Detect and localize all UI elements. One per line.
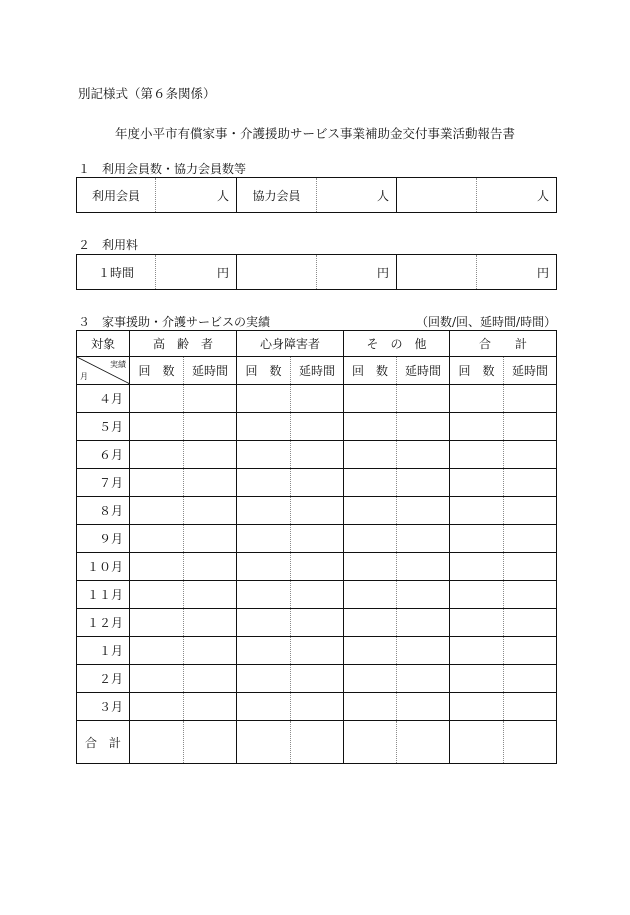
user-member-count-field[interactable]: 人 — [156, 178, 237, 213]
section2-heading: ２ 利用料 — [78, 238, 139, 252]
diag-top-label: 実績 — [110, 360, 126, 369]
subheader-elderly-hours: 延時間 — [184, 357, 237, 385]
table-row — [77, 469, 557, 497]
fee-field-2[interactable]: 円 — [317, 255, 397, 290]
entry-cell-other-count[interactable] — [344, 581, 397, 609]
hourly-fee-label: １時間 — [97, 265, 134, 280]
entry-cell-total-hours[interactable] — [504, 413, 557, 441]
entry-cell-total-hours[interactable] — [504, 553, 557, 581]
entry-cell-disabled-hours[interactable] — [291, 385, 344, 413]
month-label: １０月 — [77, 553, 130, 581]
subheader-other-hours: 延時間 — [397, 357, 450, 385]
month-label: ２月 — [77, 665, 130, 693]
diagonal-corner-cell — [77, 357, 130, 385]
entry-cell-other-count[interactable] — [344, 497, 397, 525]
entry-cell-elderly-hours[interactable] — [184, 637, 237, 665]
table-row — [77, 637, 557, 665]
entry-cell-total-count[interactable] — [450, 525, 504, 553]
entry-cell-disabled-count[interactable] — [237, 637, 291, 665]
entry-cell-total-hours[interactable] — [504, 497, 557, 525]
entry-cell-elderly-hours[interactable] — [184, 497, 237, 525]
table-row — [77, 413, 557, 441]
total-cell-other-hours[interactable] — [397, 721, 450, 764]
entry-cell-total-count[interactable] — [450, 553, 504, 581]
user-member-label: 利用会員 — [91, 188, 140, 203]
entry-cell-disabled-count[interactable] — [237, 497, 291, 525]
table-row — [77, 665, 557, 693]
entry-cell-elderly-hours[interactable] — [184, 385, 237, 413]
table-row — [77, 553, 557, 581]
entry-cell-other-hours[interactable] — [397, 413, 450, 441]
entry-cell-disabled-hours[interactable] — [291, 441, 344, 469]
entry-cell-disabled-count[interactable] — [237, 581, 291, 609]
entry-cell-other-hours[interactable] — [397, 441, 450, 469]
member-count-table — [76, 177, 557, 213]
entry-cell-other-hours[interactable] — [397, 581, 450, 609]
table-row — [77, 525, 557, 553]
entry-cell-disabled-count[interactable] — [237, 665, 291, 693]
entry-cell-elderly-count[interactable] — [130, 413, 184, 441]
entry-cell-total-hours[interactable] — [504, 469, 557, 497]
month-label: １１月 — [77, 581, 130, 609]
month-label: ６月 — [77, 441, 130, 469]
entry-cell-elderly-count[interactable] — [130, 553, 184, 581]
entry-cell-other-count[interactable] — [344, 441, 397, 469]
entry-cell-other-hours[interactable] — [397, 637, 450, 665]
entry-cell-total-hours[interactable] — [504, 581, 557, 609]
service-record-table — [76, 330, 557, 764]
entry-cell-disabled-count[interactable] — [237, 609, 291, 637]
entry-cell-elderly-count[interactable] — [130, 665, 184, 693]
form-reference: 別記様式（第６条関係） — [78, 86, 216, 101]
entry-cell-elderly-count[interactable] — [130, 497, 184, 525]
entry-cell-total-hours[interactable] — [504, 525, 557, 553]
entry-cell-elderly-count[interactable] — [130, 693, 184, 721]
fee-field-3[interactable]: 円 — [477, 255, 557, 290]
entry-cell-other-count[interactable] — [344, 665, 397, 693]
table-row — [77, 609, 557, 637]
entry-cell-disabled-hours[interactable] — [291, 637, 344, 665]
entry-cell-elderly-hours[interactable] — [184, 525, 237, 553]
total-cell-total-count[interactable] — [450, 721, 504, 764]
fee-label-field-2[interactable] — [237, 255, 317, 290]
entry-cell-total-hours[interactable] — [504, 441, 557, 469]
unit-note: （回数/回、延時間/時間） — [416, 315, 557, 329]
header-row-groups — [77, 331, 557, 357]
month-label: ９月 — [77, 525, 130, 553]
group-header-disabled: 心身障害者 — [237, 331, 344, 357]
entry-cell-other-count[interactable] — [344, 385, 397, 413]
subheader-total-hours: 延時間 — [504, 357, 557, 385]
entry-cell-elderly-count[interactable] — [130, 525, 184, 553]
cooperating-member-label: 協力会員 — [237, 178, 317, 213]
entry-cell-disabled-hours[interactable] — [291, 609, 344, 637]
entry-cell-elderly-hours[interactable] — [184, 441, 237, 469]
entry-cell-total-count[interactable] — [450, 469, 504, 497]
hourly-fee-field[interactable]: 円 — [156, 255, 237, 290]
other-member-label-field[interactable] — [397, 178, 477, 213]
subheader-disabled-count: 回 数 — [237, 357, 291, 385]
month-label: ７月 — [77, 469, 130, 497]
entry-cell-disabled-hours[interactable] — [291, 693, 344, 721]
table-row — [77, 441, 557, 469]
entry-cell-disabled-count[interactable] — [237, 693, 291, 721]
entry-cell-other-count[interactable] — [344, 469, 397, 497]
entry-cell-total-count[interactable] — [450, 665, 504, 693]
section1-heading: １ 利用会員数・協力会員数等 — [78, 162, 247, 176]
entry-cell-other-count[interactable] — [344, 413, 397, 441]
table-row — [77, 693, 557, 721]
entry-cell-elderly-count[interactable] — [130, 469, 184, 497]
entry-cell-elderly-hours[interactable] — [184, 469, 237, 497]
member-count-row — [77, 178, 557, 213]
entry-cell-disabled-count[interactable] — [237, 553, 291, 581]
month-label: ８月 — [77, 497, 130, 525]
subheader-total-count: 回 数 — [450, 357, 504, 385]
table-row — [77, 497, 557, 525]
other-member-count-field[interactable]: 人 — [477, 178, 557, 213]
entry-cell-other-count[interactable] — [344, 637, 397, 665]
total-cell-elderly-hours[interactable] — [184, 721, 237, 764]
entry-cell-other-hours[interactable] — [397, 693, 450, 721]
entry-cell-disabled-hours[interactable] — [291, 581, 344, 609]
entry-cell-disabled-hours[interactable] — [291, 553, 344, 581]
month-label: ３月 — [77, 693, 130, 721]
subheader-other-count: 回 数 — [344, 357, 397, 385]
document-title: 年度小平市有償家事・介護援助サービス事業補助金交付事業活動報告書 — [114, 126, 515, 141]
total-cell-total-hours[interactable] — [504, 721, 557, 764]
entry-cell-elderly-hours[interactable] — [184, 581, 237, 609]
total-cell-disabled-hours[interactable] — [291, 721, 344, 764]
month-label: ５月 — [77, 413, 130, 441]
month-label: ４月 — [77, 385, 130, 413]
month-label: １２月 — [77, 609, 130, 637]
table-row — [77, 385, 557, 413]
entry-cell-disabled-count[interactable] — [237, 469, 291, 497]
entry-cell-elderly-hours[interactable] — [184, 609, 237, 637]
entry-cell-elderly-hours[interactable] — [184, 413, 237, 441]
entry-cell-other-hours[interactable] — [397, 385, 450, 413]
entry-cell-other-count[interactable] — [344, 525, 397, 553]
entry-cell-disabled-hours[interactable] — [291, 665, 344, 693]
entry-cell-disabled-count[interactable] — [237, 385, 291, 413]
entry-cell-elderly-hours[interactable] — [184, 553, 237, 581]
entry-cell-total-count[interactable] — [450, 413, 504, 441]
subheader-disabled-hours: 延時間 — [291, 357, 344, 385]
cooperating-member-count-field[interactable]: 人 — [317, 178, 397, 213]
entry-cell-total-hours[interactable] — [504, 609, 557, 637]
subheader-elderly-count: 回 数 — [130, 357, 184, 385]
entry-cell-elderly-count[interactable] — [130, 609, 184, 637]
group-header-elderly: 高 齢 者 — [130, 331, 237, 357]
total-label: 合 計 — [77, 721, 130, 764]
entry-cell-other-count[interactable] — [344, 553, 397, 581]
entry-cell-total-count[interactable] — [450, 609, 504, 637]
entry-cell-total-count[interactable] — [450, 441, 504, 469]
total-cell-elderly-count[interactable] — [130, 721, 184, 764]
usage-fee-table — [76, 254, 557, 290]
target-header: 対象 — [90, 337, 115, 351]
entry-cell-elderly-count[interactable] — [130, 637, 184, 665]
entry-cell-elderly-count[interactable] — [130, 441, 184, 469]
header-row-subheaders — [77, 357, 557, 385]
entry-cell-total-hours[interactable] — [504, 665, 557, 693]
entry-cell-elderly-count[interactable] — [130, 581, 184, 609]
total-cell-other-count[interactable] — [344, 721, 397, 764]
entry-cell-total-count[interactable] — [450, 497, 504, 525]
entry-cell-disabled-count[interactable] — [237, 413, 291, 441]
entry-cell-disabled-hours[interactable] — [291, 497, 344, 525]
entry-cell-disabled-hours[interactable] — [291, 413, 344, 441]
entry-cell-total-count[interactable] — [450, 581, 504, 609]
total-cell-disabled-count[interactable] — [237, 721, 291, 764]
entry-cell-disabled-hours[interactable] — [291, 469, 344, 497]
entry-cell-other-hours[interactable] — [397, 525, 450, 553]
usage-fee-row — [77, 255, 557, 290]
entry-cell-other-hours[interactable] — [397, 609, 450, 637]
entry-cell-total-hours[interactable] — [504, 693, 557, 721]
total-row — [77, 721, 557, 764]
entry-cell-total-count[interactable] — [450, 637, 504, 665]
entry-cell-disabled-hours[interactable] — [291, 525, 344, 553]
entry-cell-total-count[interactable] — [450, 385, 504, 413]
table-row — [77, 581, 557, 609]
entry-cell-total-count[interactable] — [450, 693, 504, 721]
entry-cell-total-hours[interactable] — [504, 637, 557, 665]
entry-cell-disabled-count[interactable] — [237, 441, 291, 469]
entry-cell-other-count[interactable] — [344, 693, 397, 721]
entry-cell-elderly-hours[interactable] — [184, 665, 237, 693]
entry-cell-other-hours[interactable] — [397, 469, 450, 497]
month-label: １月 — [77, 637, 130, 665]
entry-cell-elderly-hours[interactable] — [184, 693, 237, 721]
entry-cell-elderly-count[interactable] — [130, 385, 184, 413]
group-header-other: そ の 他 — [344, 331, 450, 357]
entry-cell-other-hours[interactable] — [397, 497, 450, 525]
group-header-total: 合 計 — [450, 331, 557, 357]
entry-cell-other-hours[interactable] — [397, 665, 450, 693]
section3-heading: ３ 家事援助・介護サービスの実績 — [78, 315, 271, 329]
entry-cell-other-hours[interactable] — [397, 553, 450, 581]
entry-cell-other-count[interactable] — [344, 609, 397, 637]
entry-cell-disabled-count[interactable] — [237, 525, 291, 553]
entry-cell-total-hours[interactable] — [504, 385, 557, 413]
fee-label-field-3[interactable] — [397, 255, 477, 290]
diag-bottom-label: 月 — [80, 372, 88, 381]
